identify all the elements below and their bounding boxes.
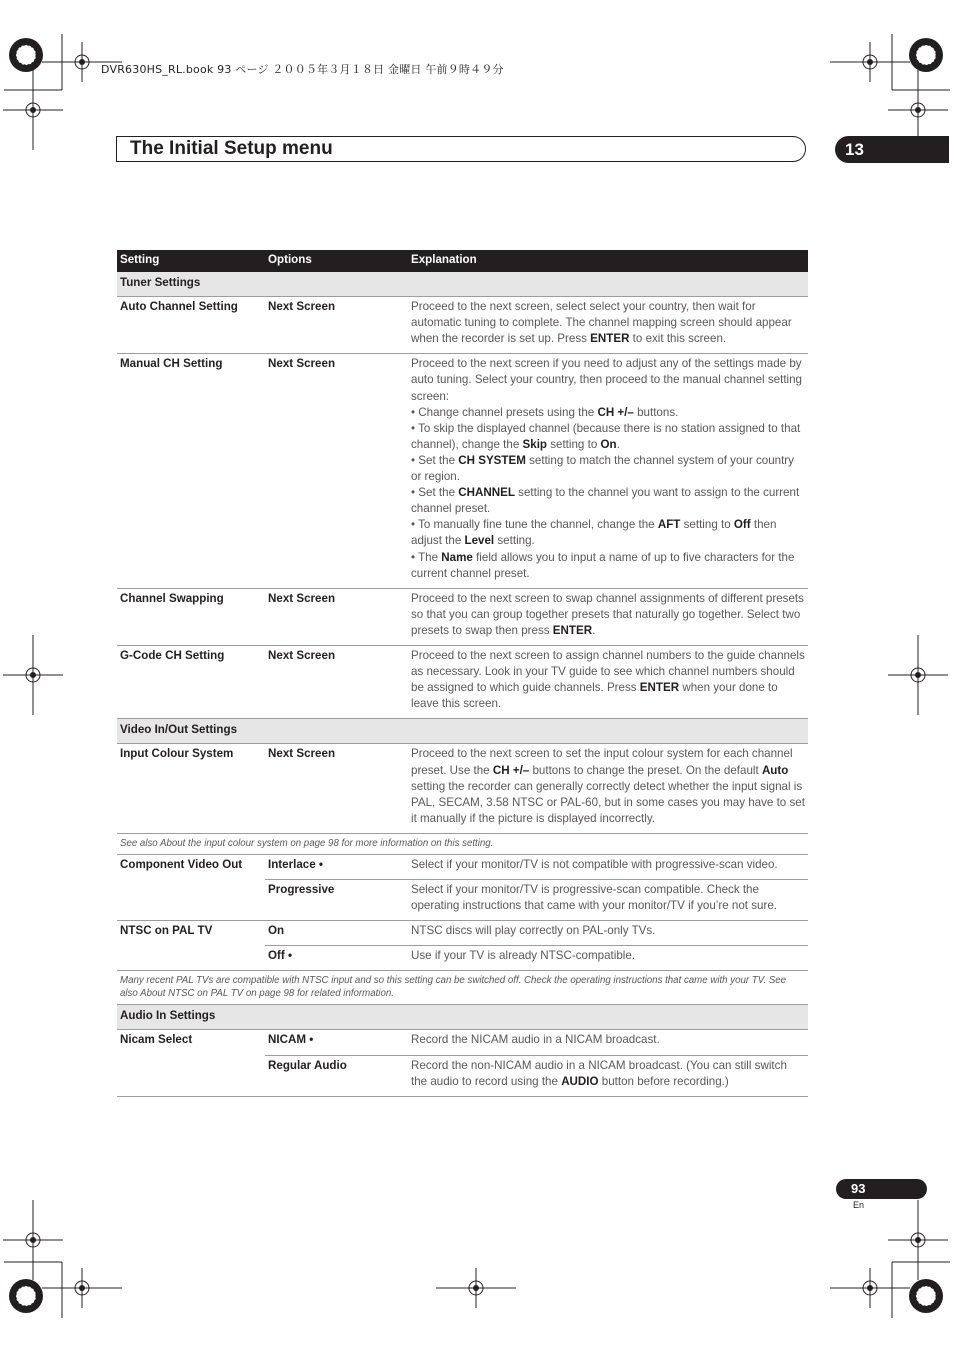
table-row: Component Video Out Interlace • Select if your monitor/TV is not compatible with progressive-scan video. bbox=[117, 854, 808, 879]
header-options: Options bbox=[265, 250, 408, 272]
table-row: Progressive Select if your monitor/TV is progressive-scan compatible. Check the operating instructions that came with your monitor/TV if you’re not sure. bbox=[117, 880, 808, 921]
table-row: Auto Channel Setting Next Screen Proceed to the next screen, select select your country, then wait for automatic tuning to complete. The channel mapping screen should appear when the recorder is set up. Press ENTER to exit this screen. bbox=[117, 297, 808, 354]
table-note: Many recent PAL TVs are compatible with NTSC input and so this setting can be switched off. Check the operating instructions that came with your TV. See also About NTSC on PAL TV on page 98 for related information. bbox=[117, 971, 808, 1005]
explanation: Proceed to the next screen, select select your country, then wait for automatic tuning to complete. The channel mapping screen should appear when the recorder is set up. Press ENTER to exit this screen. bbox=[408, 297, 808, 354]
page-language: En bbox=[853, 1200, 865, 1210]
table-row: Regular Audio Record the non-NICAM audio in a NICAM broadcast. (You can still switch the audio to record using the AUDIO button before recording.) bbox=[117, 1055, 808, 1096]
section-video-settings: Video In/Out Settings bbox=[117, 719, 808, 744]
table-header-row bbox=[117, 250, 808, 272]
table-row: Input Colour System Next Screen Proceed to the next screen to set the input colour system for each channel preset. Use the CH +/– buttons to change the preset. On the default Auto setting the recorder can generally correctly detect whether the input signal is PAL, SECAM, 3.58 NTSC or PAL-60, but in some cases you may have to set it manually if the picture is displayed incorrectly. bbox=[117, 744, 808, 833]
table-row: Off • Use if your TV is already NTSC-compatible. bbox=[117, 946, 808, 971]
table-row: Channel Swapping Next Screen Proceed to the next screen to swap channel assignments of different presets so that you can group together presets that naturally go together. Select two presets to swap then press ENTER. bbox=[117, 588, 808, 645]
explanation: Proceed to the next screen to assign channel numbers to the guide channels as necessary. Look in your TV guide to see which channel numbers should be assigned to which guide channels. Press ENTER when your done to leave this screen. bbox=[408, 645, 808, 718]
section-tuner-settings: Tuner Settings bbox=[117, 272, 808, 297]
header-explanation: Explanation bbox=[408, 250, 808, 272]
table-row: Nicam Select NICAM • Record the NICAM audio in a NICAM broadcast. bbox=[117, 1030, 808, 1055]
page-number: 93 bbox=[836, 1179, 927, 1199]
chapter-title: The Initial Setup menu bbox=[130, 138, 333, 159]
explanation: Proceed to the next screen to swap channel assignments of different presets so that you can group together presets that naturally go together. Select two presets to swap then press ENTER. bbox=[408, 588, 808, 645]
explanation: Proceed to the next screen if you need to adjust any of the settings made by auto tuning. Select your country, then proceed to the manual channel setting screen: • Change channel presets using the CH +/– buttons. • To skip the displayed channel (because there is no station assigned to that channel), change the Skip setting to On. • Set the CH SYSTEM setting to match the channel system of your country or region. • Set the CHANNEL setting to the channel you want to assign to the current channel preset. • To manually fine tune the channel, change the AFT setting to Off then adjust the Level setting. • The Name field allows you to input a name of up to five characters for the current channel preset. bbox=[408, 354, 808, 588]
table-row: Manual CH Setting Next Screen Proceed to the next screen if you need to adjust any of the settings made by auto tuning. Select your country, then proceed to the manual channel setting screen: • Change channel presets using the CH +/– buttons. • To skip the displayed channel (because there is no station assigned to that channel), change the Skip setting to On. • Set the CH SYSTEM setting to match the channel system of your country or region. • Set the CHANNEL setting to the channel you want to assign to the current channel preset. • To manually fine tune the channel, change the AFT setting to Off then adjust the Level setting. • The Name field allows you to input a name of up to five characters for the current channel preset. bbox=[117, 354, 808, 588]
table-note: See also About the input colour system on page 98 for more information on this setting. bbox=[117, 833, 808, 854]
file-info: DVR630HS_RL.book 93 ページ ２００５年３月１８日 金曜日 午前９時４９分 bbox=[101, 63, 504, 76]
header-setting: Setting bbox=[117, 250, 265, 272]
explanation: Record the non-NICAM audio in a NICAM broadcast. (You can still switch the audio to record using the AUDIO button before recording.) bbox=[408, 1055, 808, 1096]
explanation: Proceed to the next screen to set the input colour system for each channel preset. Use the CH +/– buttons to change the preset. On the default Auto setting the recorder can generally correctly detect whether the input signal is PAL, SECAM, 3.58 NTSC or PAL-60, but in some cases you may have to set it manually if the picture is displayed incorrectly. bbox=[408, 744, 808, 833]
settings-table bbox=[117, 250, 808, 1097]
section-audio-settings: Audio In Settings bbox=[117, 1005, 808, 1030]
chapter-number: 13 bbox=[835, 136, 949, 163]
table-row: G-Code CH Setting Next Screen Proceed to the next screen to assign channel numbers to the guide channels as necessary. Look in your TV guide to see which channel numbers should be assigned to which guide channels. Press ENTER when your done to leave this screen. bbox=[117, 645, 808, 718]
table-row: NTSC on PAL TV On NTSC discs will play correctly on PAL-only TVs. bbox=[117, 921, 808, 946]
